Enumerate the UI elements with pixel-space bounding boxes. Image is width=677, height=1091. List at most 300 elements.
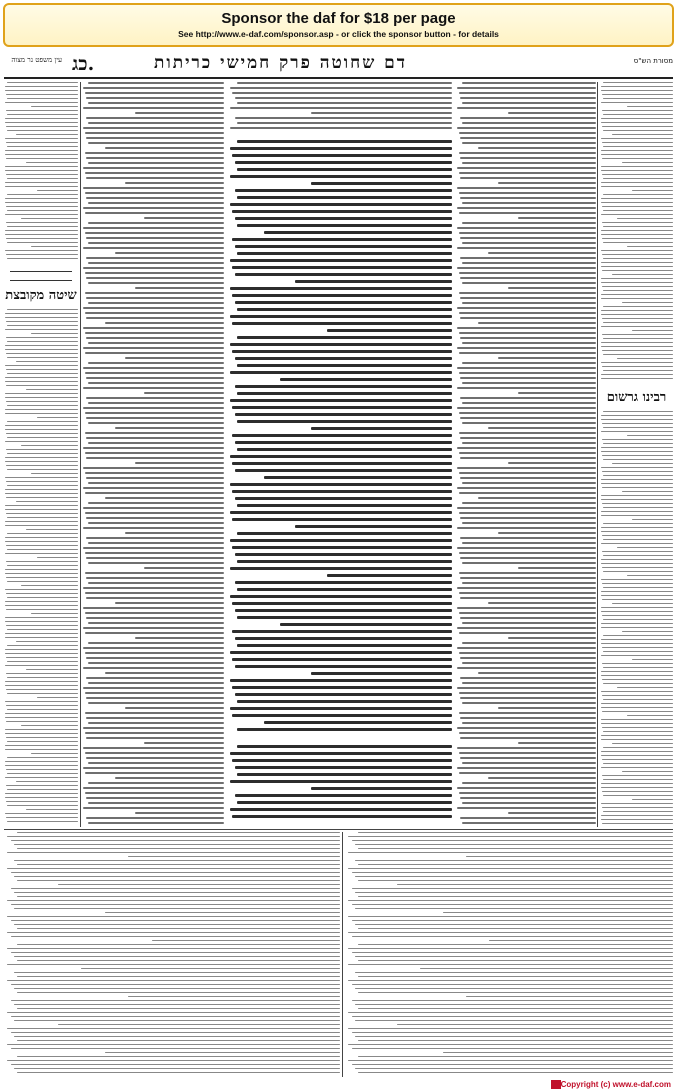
text-line: [17, 832, 340, 833]
text-line: [355, 924, 673, 925]
text-line: [457, 547, 596, 549]
text-line: [459, 352, 596, 354]
text-line: [457, 347, 596, 349]
text-line: [459, 232, 596, 234]
text-line: [460, 797, 596, 799]
text-line: [457, 647, 596, 649]
text-line: [7, 82, 78, 83]
text-line: [7, 421, 78, 422]
text-line: [601, 214, 673, 215]
text-line: [498, 707, 596, 709]
text-line: [462, 702, 596, 704]
text-line: [601, 627, 673, 628]
text-line: [460, 617, 596, 619]
text-line: [358, 960, 673, 961]
text-line: [460, 97, 596, 99]
text-line: [6, 737, 78, 738]
text-line: [603, 555, 673, 556]
text-line: [602, 126, 673, 127]
text-line: [518, 742, 596, 744]
text-line: [232, 546, 452, 549]
text-line: [7, 868, 340, 869]
text-line: [459, 332, 596, 334]
text-line: [459, 372, 596, 374]
text-line: [603, 242, 673, 243]
text-line: [459, 92, 596, 94]
text-line: [83, 727, 224, 729]
text-line: [83, 507, 224, 509]
text-line: [603, 210, 673, 211]
text-line: [352, 936, 673, 937]
text-line: [5, 202, 78, 203]
text-line: [462, 242, 596, 244]
text-line: [235, 217, 452, 220]
text-line: [627, 715, 673, 716]
text-line: [601, 419, 673, 420]
text-line: [601, 467, 673, 468]
text-line: [622, 631, 673, 632]
text-line: [7, 581, 78, 582]
shita-mekubetzet-column: [4, 265, 78, 825]
text-line: [508, 287, 596, 289]
text-line: [88, 362, 224, 364]
text-line: [462, 822, 596, 824]
text-line: [6, 158, 78, 159]
text-line: [235, 385, 452, 388]
text-line: [85, 352, 224, 354]
text-line: [602, 455, 673, 456]
text-line: [237, 700, 452, 703]
text-line: [232, 686, 452, 689]
text-line: [601, 595, 673, 596]
text-line: [125, 357, 224, 359]
text-line: [601, 723, 673, 724]
text-line: [115, 602, 224, 604]
text-line: [601, 138, 673, 139]
text-line: [348, 900, 673, 901]
text-line: [460, 697, 596, 699]
text-line: [237, 532, 452, 535]
text-line: [358, 944, 673, 945]
text-line: [14, 956, 340, 957]
text-line: [88, 442, 224, 444]
text-line: [603, 795, 673, 796]
text-line: [459, 512, 596, 514]
text-line: [86, 377, 224, 379]
text-line: [459, 712, 596, 714]
text-line: [11, 936, 340, 937]
text-line: [5, 765, 78, 766]
text-line: [21, 585, 78, 586]
text-line: [5, 381, 78, 382]
text-line: [88, 242, 224, 244]
text-line: [457, 227, 596, 229]
text-line: [17, 1008, 340, 1009]
text-line: [601, 415, 673, 416]
text-line: [83, 327, 224, 329]
text-line: [602, 350, 673, 351]
text-line: [5, 397, 78, 398]
text-line: [5, 461, 78, 462]
text-line: [603, 635, 673, 636]
text-line: [21, 445, 78, 446]
text-line: [602, 206, 673, 207]
text-line: [85, 592, 224, 594]
text-line: [14, 876, 340, 877]
text-line: [7, 821, 78, 822]
text-line: [6, 817, 78, 818]
text-line: [601, 751, 673, 752]
text-line: [601, 527, 673, 528]
text-line: [88, 542, 224, 544]
text-line: [603, 226, 673, 227]
text-line: [37, 697, 78, 698]
text-line: [230, 651, 452, 654]
text-line: [5, 170, 78, 171]
text-line: [7, 309, 78, 310]
sponsor-banner[interactable]: [3, 3, 674, 47]
text-line: [58, 884, 340, 885]
text-line: [135, 812, 224, 814]
text-line: [5, 505, 78, 506]
text-line: [6, 142, 78, 143]
text-line: [237, 448, 452, 451]
text-line: [457, 87, 596, 89]
text-line: [466, 856, 673, 857]
text-line: [6, 385, 78, 386]
text-line: [230, 752, 452, 755]
text-line: [232, 238, 452, 241]
text-line: [5, 537, 78, 538]
text-line: [5, 649, 78, 650]
text-line: [459, 172, 596, 174]
text-line: [627, 575, 673, 576]
text-line: [86, 717, 224, 719]
text-line: [14, 1020, 340, 1021]
text-line: [355, 988, 673, 989]
text-line: [601, 374, 673, 375]
text-line: [5, 797, 78, 798]
text-line: [352, 888, 673, 889]
text-line: [601, 102, 673, 103]
text-line: [6, 545, 78, 546]
text-line: [5, 441, 78, 442]
text-line: [235, 413, 452, 416]
text-line: [478, 497, 596, 499]
text-line: [460, 557, 596, 559]
rabbeinu-gershom-title: רבינו גרשום: [606, 390, 667, 405]
text-line: [230, 87, 452, 89]
text-line: [352, 952, 673, 953]
text-line: [14, 988, 340, 989]
text-line: [5, 617, 78, 618]
text-line: [17, 960, 340, 961]
text-line: [85, 412, 224, 414]
text-line: [105, 672, 224, 674]
text-line: [601, 495, 673, 496]
text-line: [6, 321, 78, 322]
text-line: [355, 1068, 673, 1069]
text-line: [601, 787, 673, 788]
text-line: [86, 457, 224, 459]
text-line: [237, 224, 452, 227]
text-line: [602, 487, 673, 488]
text-line: [85, 372, 224, 374]
text-line: [85, 432, 224, 434]
text-line: [7, 900, 340, 901]
rabbeinu-gershom-column: [600, 385, 673, 825]
text-line: [235, 766, 452, 769]
text-line: [459, 192, 596, 194]
text-line: [462, 782, 596, 784]
sponsor-subtitle[interactable]: See http://www.e-daf.com/sponsor.asp - or click the sponsor button - for details: [178, 29, 499, 39]
text-line: [460, 137, 596, 139]
text-line: [601, 531, 673, 532]
text-line: [264, 231, 452, 234]
text-line: [460, 477, 596, 479]
text-line: [355, 860, 673, 861]
text-line: [601, 278, 673, 279]
text-line: [11, 872, 340, 873]
masoret-hashas-column: [600, 82, 673, 382]
text-line: [230, 371, 452, 374]
column-divider: [597, 82, 598, 827]
text-line: [230, 595, 452, 598]
text-line: [460, 337, 596, 339]
gemara-lower-text: [228, 745, 452, 825]
text-line: [85, 772, 224, 774]
text-line: [11, 840, 340, 841]
ein-mishpat-column: [4, 82, 78, 262]
text-line: [6, 206, 78, 207]
text-line: [115, 777, 224, 779]
text-line: [235, 245, 452, 248]
text-line: [601, 250, 673, 251]
text-line: [601, 607, 673, 608]
text-line: [86, 557, 224, 559]
text-line: [5, 154, 78, 155]
text-line: [602, 270, 673, 271]
text-line: [478, 147, 596, 149]
text-line: [601, 298, 673, 299]
text-line: [462, 642, 596, 644]
text-line: [83, 207, 224, 209]
text-line: [6, 577, 78, 578]
text-line: [85, 692, 224, 694]
text-line: [462, 282, 596, 284]
text-line: [601, 735, 673, 736]
text-line: [88, 722, 224, 724]
text-line: [5, 86, 78, 87]
text-line: [508, 112, 596, 114]
text-line: [5, 365, 78, 366]
text-line: [457, 667, 596, 669]
text-line: [88, 702, 224, 704]
text-line: [125, 532, 224, 534]
text-line: [348, 980, 673, 981]
text-line: [358, 864, 673, 865]
text-line: [86, 817, 224, 819]
text-line: [603, 114, 673, 115]
text-line: [88, 222, 224, 224]
text-line: [457, 407, 596, 409]
text-line: [5, 729, 78, 730]
text-line: [358, 848, 673, 849]
text-line: [348, 852, 673, 853]
text-line: [460, 277, 596, 279]
text-line: [17, 880, 340, 881]
text-line: [232, 490, 452, 493]
text-line: [135, 287, 224, 289]
text-line: [459, 472, 596, 474]
text-line: [462, 502, 596, 504]
text-line: [459, 492, 596, 494]
text-line: [5, 813, 78, 814]
text-line: [86, 197, 224, 199]
text-line: [230, 203, 452, 206]
text-line: [518, 392, 596, 394]
text-line: [601, 90, 673, 91]
text-line: [88, 302, 224, 304]
text-line: [601, 451, 673, 452]
text-line: [601, 154, 673, 155]
text-line: [462, 382, 596, 384]
text-line: [83, 667, 224, 669]
text-line: [601, 739, 673, 740]
text-line: [11, 952, 340, 953]
text-line: [237, 140, 452, 143]
text-line: [459, 692, 596, 694]
text-line: [603, 747, 673, 748]
text-line: [232, 322, 452, 325]
text-line: [462, 482, 596, 484]
text-line: [601, 755, 673, 756]
text-line: [457, 747, 596, 749]
text-line: [17, 928, 340, 929]
sponsor-title: Sponsor the daf for $18 per page: [221, 10, 456, 27]
text-line: [16, 641, 78, 642]
text-line: [16, 501, 78, 502]
text-line: [7, 485, 78, 486]
text-line: [601, 675, 673, 676]
text-line: [14, 1068, 340, 1069]
text-line: [632, 659, 673, 660]
text-line: [5, 573, 78, 574]
text-line: [603, 459, 673, 460]
text-line: [6, 785, 78, 786]
text-line: [460, 377, 596, 379]
text-line: [352, 840, 673, 841]
text-line: [135, 462, 224, 464]
text-line: [603, 370, 673, 371]
text-line: [235, 794, 452, 797]
text-line: [601, 479, 673, 480]
text-line: [462, 442, 596, 444]
text-line: [237, 252, 452, 255]
text-line: [457, 627, 596, 629]
text-line: [632, 330, 673, 331]
text-line: [5, 541, 78, 542]
text-line: [462, 542, 596, 544]
text-line: [601, 563, 673, 564]
text-line: [460, 257, 596, 259]
text-line: [602, 535, 673, 536]
text-line: [7, 453, 78, 454]
text-line: [7, 517, 78, 518]
text-line: [603, 411, 673, 412]
text-line: [352, 1048, 673, 1049]
text-line: [601, 559, 673, 560]
text-line: [601, 767, 673, 768]
text-line: [83, 487, 224, 489]
text-line: [280, 378, 452, 381]
text-line: [627, 435, 673, 436]
text-line: [460, 317, 596, 319]
text-line: [7, 1060, 340, 1061]
text-line: [601, 342, 673, 343]
text-line: [462, 802, 596, 804]
text-line: [601, 310, 673, 311]
bottom-commentary-right: [345, 832, 673, 1077]
text-line: [14, 860, 340, 861]
text-line: [88, 622, 224, 624]
text-line: [7, 597, 78, 598]
text-line: [7, 1028, 340, 1029]
text-line: [5, 313, 78, 314]
text-line: [612, 603, 673, 604]
text-line: [5, 605, 78, 606]
text-line: [459, 632, 596, 634]
text-line: [443, 912, 673, 913]
text-line: [14, 1036, 340, 1037]
text-line: [601, 783, 673, 784]
text-line: [601, 122, 673, 123]
text-line: [88, 562, 224, 564]
text-line: [85, 492, 224, 494]
text-line: [602, 663, 673, 664]
text-line: [5, 733, 78, 734]
text-line: [6, 433, 78, 434]
text-line: [5, 409, 78, 410]
text-line: [86, 657, 224, 659]
text-line: [5, 761, 78, 762]
text-line: [6, 593, 78, 594]
text-line: [460, 297, 596, 299]
text-line: [602, 711, 673, 712]
text-line: [5, 745, 78, 746]
text-line: [358, 1008, 673, 1009]
text-line: [280, 623, 452, 626]
text-line: [603, 290, 673, 291]
text-line: [355, 844, 673, 845]
text-line: [5, 525, 78, 526]
text-line: [6, 625, 78, 626]
text-line: [6, 561, 78, 562]
text-line: [457, 187, 596, 189]
text-line: [26, 162, 78, 163]
text-line: [7, 757, 78, 758]
text-line: [612, 463, 673, 464]
text-line: [85, 792, 224, 794]
text-line: [86, 137, 224, 139]
text-line: [86, 677, 224, 679]
text-line: [602, 222, 673, 223]
text-line: [88, 682, 224, 684]
copyright-notice[interactable]: [548, 1080, 671, 1089]
text-line: [264, 476, 452, 479]
text-line: [459, 212, 596, 214]
text-line: [86, 117, 224, 119]
